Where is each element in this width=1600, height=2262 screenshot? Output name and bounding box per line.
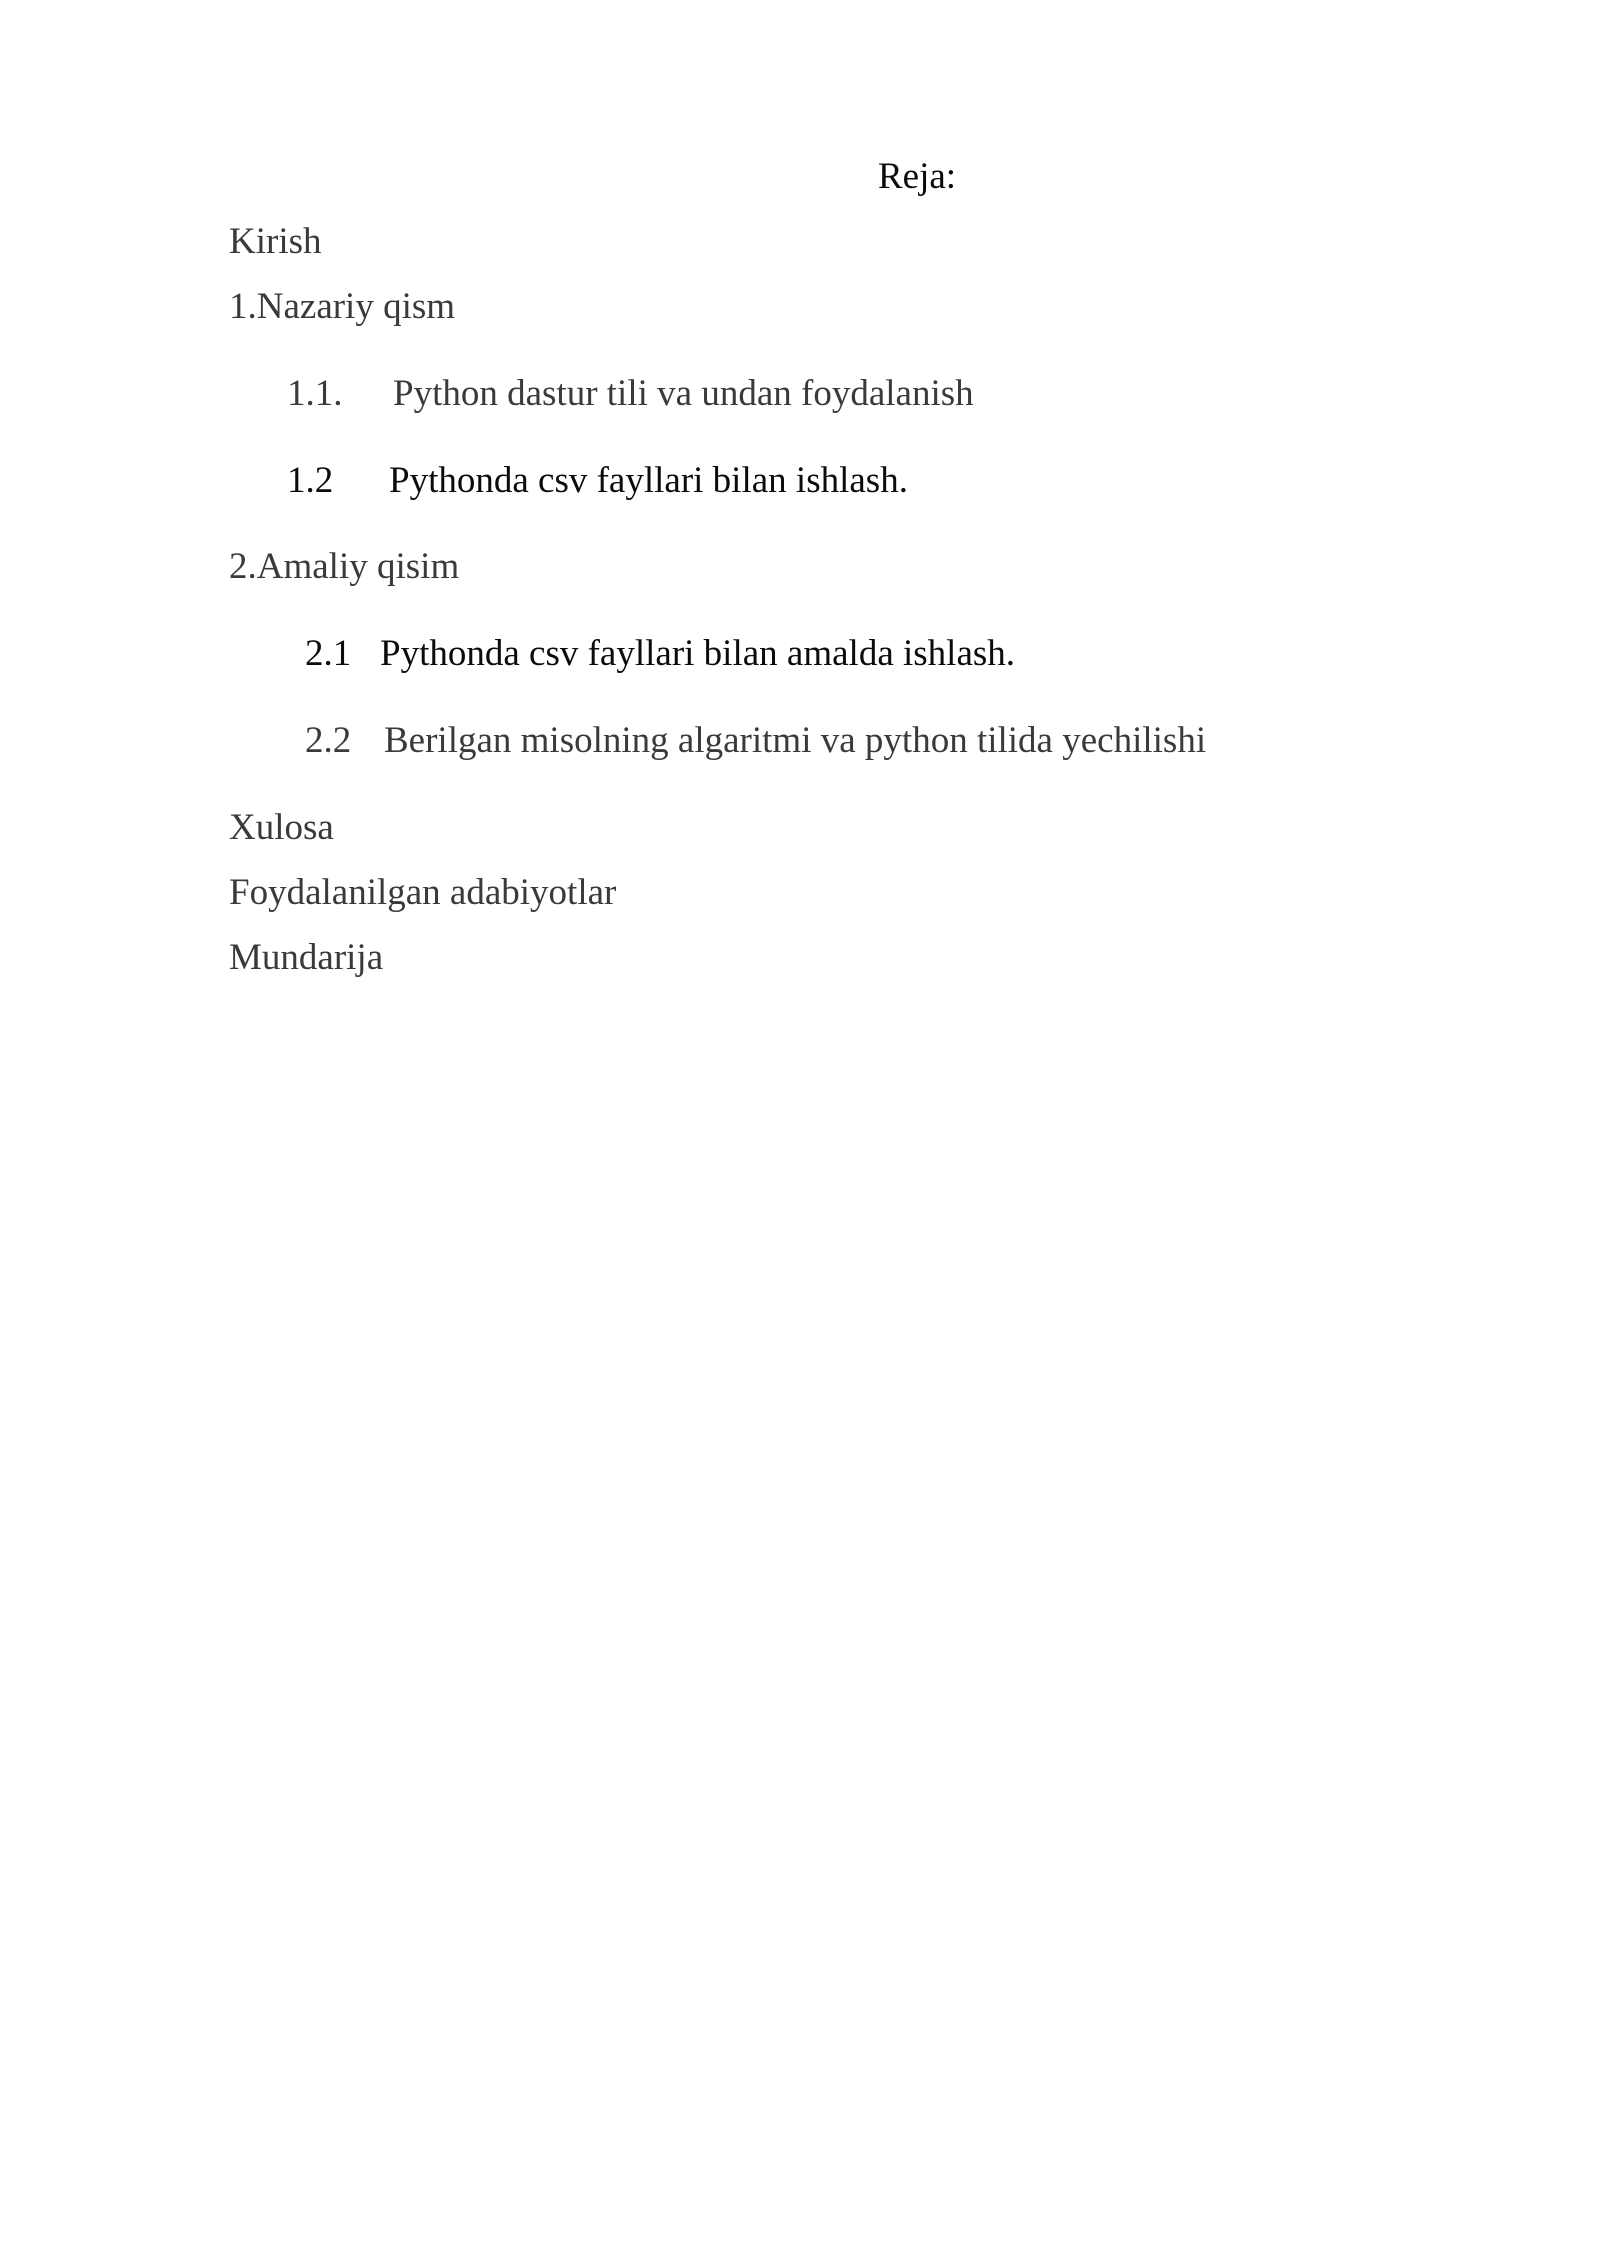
toc-item-introduction: Kirish <box>229 221 322 262</box>
toc-subitem-number: 1.2 <box>287 460 334 501</box>
toc-subitem-2-2 <box>305 720 1207 761</box>
toc-subitem-1-2 <box>287 460 908 501</box>
toc-item-table-of-contents: Mundarija <box>229 937 384 978</box>
toc-item-practical-section: 2.Amaliy qisim <box>229 546 460 587</box>
toc-subitem-label: Pythonda csv fayllari bilan amalda ishlash. <box>380 633 1016 674</box>
toc-subitem-label: Pythonda csv fayllari bilan ishlash. <box>389 460 908 501</box>
toc-subitem-number: 2.2 <box>305 720 352 761</box>
toc-subitem-2-1 <box>305 633 1016 674</box>
toc-item-theory-section: 1.Nazariy qism <box>229 286 456 327</box>
plan-title: Reja: <box>878 156 957 197</box>
toc-subitem-number: 2.1 <box>305 633 352 674</box>
toc-subitem-label: Python dastur tili va undan foydalanish <box>393 373 974 414</box>
toc-item-references: Foydalanilgan adabiyotlar <box>229 872 617 913</box>
toc-subitem-number: 1.1. <box>287 373 343 414</box>
toc-subitem-label: Berilgan misolning algaritmi va python tilida yechilishi <box>384 720 1207 761</box>
toc-subitem-1-1 <box>287 373 974 414</box>
toc-item-conclusion: Xulosa <box>229 807 334 848</box>
